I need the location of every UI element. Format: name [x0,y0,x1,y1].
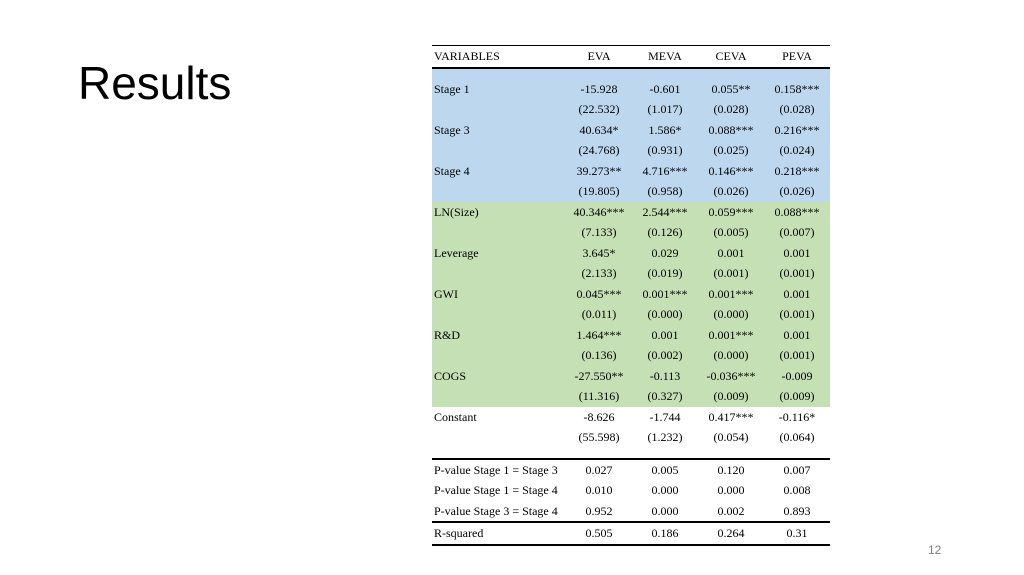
table-row [432,386,830,407]
spacer-cell [632,68,698,79]
table-row [432,263,830,284]
value-cell: 0.001 [632,325,698,346]
value-cell: 40.346*** [566,202,632,223]
value-cell: (0.931) [632,140,698,161]
table-row [432,140,830,161]
table-row [432,501,830,523]
table-row [432,366,830,387]
spacer-row [432,68,830,79]
value-cell: (1.017) [632,99,698,120]
value-cell: (0.958) [632,181,698,202]
value-cell: 0.146*** [698,161,764,182]
value-cell: (0.026) [764,181,830,202]
value-cell: 0.216*** [764,120,830,141]
header-variables: VARIABLES [432,46,566,68]
value-cell: 0.000 [651,483,679,497]
value-cell: 0.31 [764,522,830,545]
value-cell: (0.126) [632,222,698,243]
value-cell: (22.532) [566,99,632,120]
value-cell: 0.055** [698,79,764,100]
value-cell: (11.316) [566,386,632,407]
value-cell: (0.000) [632,304,698,325]
value-cell: 0.001*** [698,284,764,305]
value-cell: 4.716*** [632,161,698,182]
value-cell: 0.088*** [764,202,830,223]
value-cell: (0.136) [566,345,632,366]
row-label-cell: COGS [432,366,566,387]
value-cell: (0.054) [713,430,749,444]
row-label-cell [432,427,566,448]
value-cell: (0.028) [698,99,764,120]
row-label-cell: R&D [432,325,566,346]
value-cell: -0.601 [632,79,698,100]
row-label-cell: P-value Stage 3 = Stage 4 [434,503,558,518]
spacer-cell [764,68,830,79]
value-cell: (0.011) [566,304,632,325]
value-cell: 0.000 [717,483,745,497]
value-cell: -0.009 [764,366,830,387]
table-row [432,325,830,346]
value-cell: 0.120 [698,459,764,481]
row-label-cell: GWI [432,284,566,305]
spacer-cell [566,448,632,459]
value-cell: (0.002) [632,345,698,366]
table-row [432,459,830,481]
value-cell: 0.001 [764,284,830,305]
header-eva: EVA [566,46,632,68]
value-cell: 0.001 [764,325,830,346]
table-row [432,243,830,264]
value-cell: (0.007) [764,222,830,243]
table-row [432,427,830,448]
value-cell: (0.001) [764,263,830,284]
value-cell: 0.001*** [698,325,764,346]
table-row [432,120,830,141]
value-cell: (0.001) [764,304,830,325]
value-cell: 0.010 [585,483,613,497]
table-row [432,345,830,366]
value-cell: (0.001) [698,263,764,284]
value-cell: 0.059*** [698,202,764,223]
row-label-cell: P-value Stage 1 = Stage 4 [434,483,558,497]
value-cell: 0.088*** [698,120,764,141]
value-cell: 0.505 [566,522,632,545]
value-cell: 0.158*** [764,79,830,100]
table-header-row [432,46,830,68]
value-cell: 0.007 [764,459,830,481]
regression-results-table [432,45,830,546]
row-label-cell: Leverage [432,243,566,264]
value-cell: -0.113 [632,366,698,387]
spacer-row [432,448,830,459]
table-row [432,202,830,223]
value-cell: 0.001*** [632,284,698,305]
row-label-cell [432,99,566,120]
header-meva: MEVA [632,46,698,68]
table-row [432,407,830,428]
value-cell: 0.417*** [708,409,754,424]
spacer-cell [566,68,632,79]
value-cell: -27.550** [566,366,632,387]
value-cell: -1.744 [649,409,681,424]
value-cell: 0.027 [566,459,632,481]
value-cell: 0.218*** [764,161,830,182]
value-cell: -0.036*** [698,366,764,387]
value-cell: 40.634* [566,120,632,141]
header-peva: PEVA [764,46,830,68]
value-cell: -0.116* [778,409,816,424]
spacer-cell [432,68,566,79]
value-cell: 2.544*** [632,202,698,223]
value-cell: (19.805) [566,181,632,202]
slide-title: Results [78,57,232,109]
value-cell: (0.026) [698,181,764,202]
value-cell: (0.327) [632,386,698,407]
spacer-cell [698,448,764,459]
row-label-cell [432,140,566,161]
value-cell: 0.005 [632,459,698,481]
value-cell: 0.001 [698,243,764,264]
value-cell: -15.928 [566,79,632,100]
row-label-cell: Stage 4 [432,161,566,182]
row-label-cell [432,181,566,202]
table-row [432,480,830,501]
value-cell: (0.019) [632,263,698,284]
value-cell: (0.064) [779,430,815,444]
value-cell: 3.645* [566,243,632,264]
value-cell: (0.000) [698,345,764,366]
value-cell: (0.009) [764,386,830,407]
row-label-cell: Stage 1 [432,79,566,100]
row-label-cell [432,386,566,407]
value-cell: (0.005) [698,222,764,243]
value-cell: 0.264 [698,522,764,545]
value-cell: 0.186 [632,522,698,545]
value-cell: 39.273** [566,161,632,182]
row-label-cell [432,304,566,325]
value-cell: 1.464*** [566,325,632,346]
spacer-cell [432,448,566,459]
row-label-cell: LN(Size) [432,202,566,223]
value-cell: (0.028) [764,99,830,120]
table-row [432,79,830,100]
row-label-cell: Constant [434,409,477,424]
spacer-cell [698,68,764,79]
table-row [432,222,830,243]
value-cell: (1.232) [647,430,683,444]
value-cell: 0.008 [783,483,811,497]
value-cell: (0.024) [764,140,830,161]
row-label-cell: P-value Stage 1 = Stage 3 [432,459,566,481]
value-cell: 0.045*** [566,284,632,305]
value-cell: (0.009) [698,386,764,407]
value-cell: (55.598) [578,430,620,444]
spacer-cell [764,448,830,459]
table-row [432,304,830,325]
value-cell: (0.001) [764,345,830,366]
value-cell: (0.000) [698,304,764,325]
value-cell: 1.586* [632,120,698,141]
value-cell: (7.133) [566,222,632,243]
header-ceva: CEVA [698,46,764,68]
value-cell: 0.029 [632,243,698,264]
value-cell: 0.952 [585,503,613,518]
spacer-cell [632,448,698,459]
rsquared-row [432,522,830,545]
page-number: 12 [928,543,942,557]
row-label-cell: R-squared [432,522,566,545]
table-row [432,99,830,120]
value-cell: 0.001 [764,243,830,264]
value-cell: 0.000 [651,503,679,518]
value-cell: (2.133) [566,263,632,284]
table-row [432,161,830,182]
table-row [432,284,830,305]
row-label-cell: Stage 3 [432,120,566,141]
row-label-cell [432,263,566,284]
table-row [432,181,830,202]
value-cell: 0.893 [783,503,811,518]
row-label-cell [432,345,566,366]
row-label-cell [432,222,566,243]
value-cell: -8.626 [583,409,615,424]
value-cell: (24.768) [566,140,632,161]
value-cell: 0.002 [717,503,745,518]
value-cell: (0.025) [698,140,764,161]
